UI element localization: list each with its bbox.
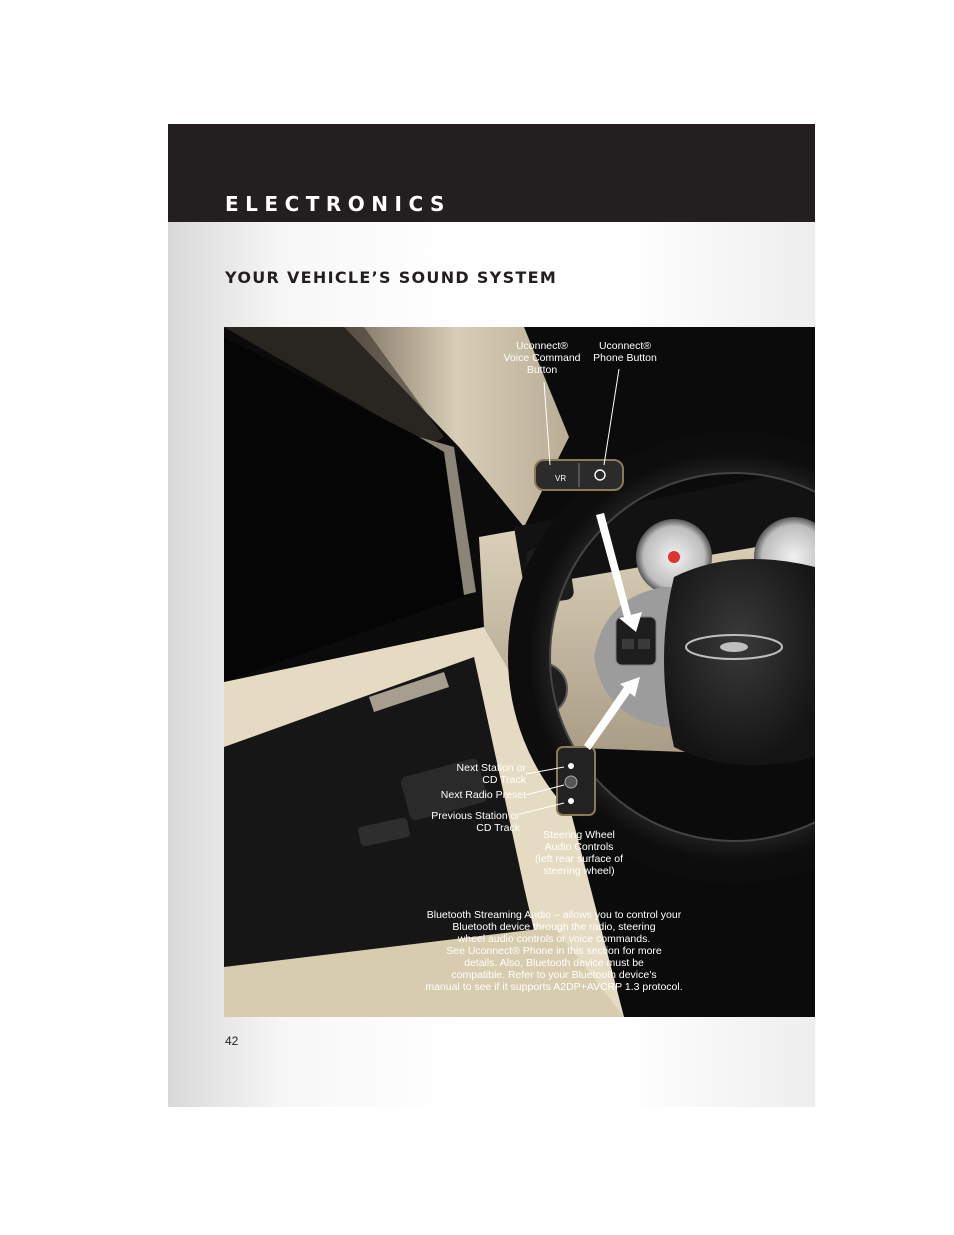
section-header-band	[168, 124, 815, 222]
callout-voice-command-button: Uconnect® Voice Command Button	[503, 340, 581, 376]
manual-page	[168, 124, 815, 1107]
uconnect-overhead-buttons	[535, 460, 623, 490]
airbag-hub	[664, 559, 815, 765]
callout-phone-button: Uconnect® Phone Button	[593, 340, 657, 364]
callout-next-station: Next Station or CD Track	[456, 762, 526, 786]
section-title: ELECTRONICS	[225, 192, 451, 216]
callout-bluetooth-streaming-audio: Bluetooth Streaming Audio – allows you to control your Bluetooth device through the radio, steering wheel audio controls or voice commands. See Uconnect® Phone in this section for more details. Also, Bluetooth device must be compatible. Refer to your Bluetooth device’s manual to see if it supports A2DP+AVCRP 1.3 protocol.	[425, 909, 683, 993]
callout-next-radio-preset: Next Radio Preset	[440, 789, 526, 801]
page-heading: YOUR VEHICLE’S SOUND SYSTEM	[225, 268, 558, 287]
page-number: 42	[225, 1034, 239, 1048]
callout-previous-station: Previous Station or CD Track	[431, 810, 520, 834]
vr-button-label: VR	[555, 474, 567, 483]
vehicle-interior-photo	[224, 327, 815, 1017]
callout-steering-wheel-audio-controls: Steering Wheel Audio Controls (left rear surface of steering wheel)	[534, 829, 624, 877]
